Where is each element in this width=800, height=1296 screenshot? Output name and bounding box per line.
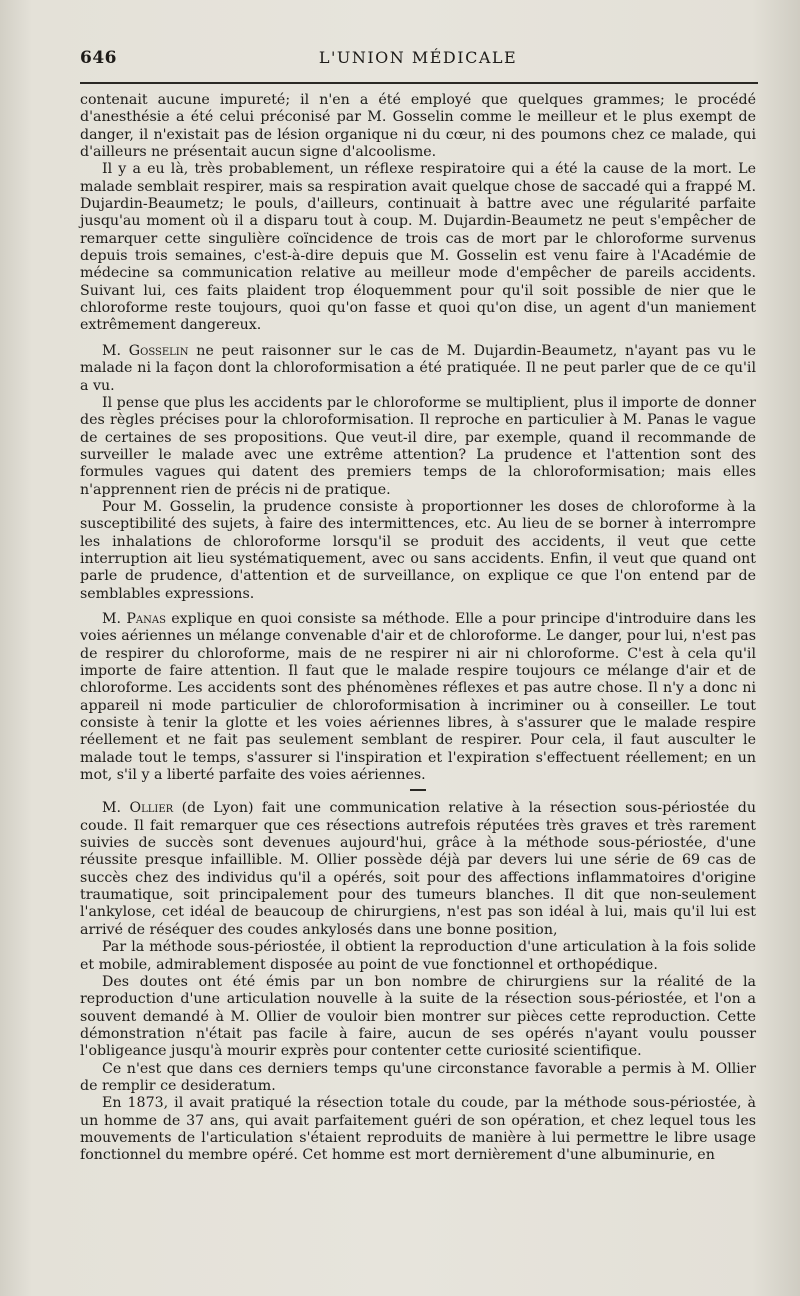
speaker-prefix: M. (102, 342, 129, 359)
page-number: 646 (80, 48, 117, 68)
speaker-prefix: M. (102, 800, 130, 817)
paragraph-text: (de Lyon) fait une communication relative à la résection sous-périostée du coude. Il fait remarquer que ces résections autrefois réputées très graves et très rarement suivies de succès sont devenues aujourd'hui, grâce à la méthode sous-périostée, d'une réussite presque infaillible. M. Ollier possède déjà par devers lui une série de 69 cas de succès chez des individus qu'il a opérés, soit pour des affections inflammatoires d'origine traumatique, soit principalement pour des tumeurs blanches. Il dit que non-seulement l'ankylose, cet idéal de beaucoup de chirurgiens, n'est pas son idéal à lui, mais qu'il lui est arrivé de réséquer des coudes ankylosés dans une bonne position, (80, 800, 756, 938)
paragraph: contenait aucune impureté; il n'en a été employé que quelques grammes; le procédé d'anesthésie a été celui préconisé par M. Gosselin comme le meilleur et le plus exempt de danger, il n'existait pas de lésion organique ni du cœur, ni des poumons chez ce malade, qui d'ailleurs ne présentait aucun signe d'alcoolisme. (80, 92, 756, 161)
speaker-name: Gosselin (128, 342, 189, 359)
article-body (80, 92, 756, 1165)
paragraph: Il pense que plus les accidents par le chloroforme se multiplient, plus il importe de donner des règles précises pour la chloroformisation. Il reproche en particulier à M. Panas le vague de certaines de ses propositions. Que veut-il dire, par exemple, quand il recommande de surveiller le malade avec une extrême attention? La prudence et l'attention sont des formules vagues qui datent des premiers temps de la chloroformisation; mais elles n'apprennent rien de précis ni de pratique. (80, 394, 756, 498)
speaker-prefix: M. (102, 610, 127, 627)
paragraph-text: ne peut raisonner sur le cas de M. Dujardin-Beaumetz, n'ayant pas vu le malade ni la façon dont la chloroformisation a été pratiquée. Il ne peut parler que de ce qu'il a vu. (80, 342, 756, 394)
section-divider (80, 784, 756, 796)
paragraph: Ce n'est que dans ces derniers temps qu'une circonstance favorable a permis à M. Ollier de remplir ce desideratum. (80, 1060, 756, 1094)
header-rule (80, 82, 758, 84)
paragraph (80, 800, 756, 939)
speaker-name: Panas (126, 610, 166, 627)
paragraph: Des doutes ont été émis par un bon nombre de chirurgiens sur la réalité de la reproduction d'une articulation nouvelle à la suite de la résection sous-périostée, et l'on a souvent demandé à M. Ollier de vouloir bien montrer sur pièces cette reproduction. Cette démonstration n'était pas facile à faire, aucun de ses opérés n'ayant voulu pousser l'obligeance jusqu'à mourir exprès pour contenter cette curiosité scientifique. (80, 973, 756, 1060)
paragraph: Pour M. Gosselin, la prudence consiste à proportionner les doses de chloroforme à la susceptibilité des sujets, à faire des intermittences, etc. Au lieu de se borner à interrompre les inhalations de chloroforme lorsqu'il se produit des accidents, il veut que cette interruption ait lieu systématiquement, avec ou sans accidents. Enfin, il veut que quand ont parle de prudence, d'attention et de surveillance, on explique ce que l'on entend par de semblables expressions. (80, 498, 756, 602)
paragraph: Par la méthode sous-périostée, il obtient la reproduction d'une articulation à la fois solide et mobile, admirablement disposée au point de vue fonctionnel et orthopédique. (80, 939, 756, 973)
page-header (80, 48, 756, 78)
paragraph (80, 343, 756, 395)
paragraph (80, 611, 756, 784)
paragraph: Il y a eu là, très probablement, un réflexe respiratoire qui a été la cause de la mort. Le malade semblait respirer, mais sa respiration avait quelque chose de saccadé qui a frappé M. Dujardin-Beaumetz; le pouls, d'ailleurs, continuait à battre avec une régularité parfaite jusqu'au moment où il a disparu tout à coup. M. Dujardin-Beaumetz ne peut s'empêcher de remarquer cette singulière coïncidence de trois cas de mort par le chloroforme survenus depuis trois semaines, c'est-à-dire depuis que M. Gosselin est venu faire à l'Académie de médecine sa communication relative au meilleur mode d'empêcher de pareils accidents. Suivant lui, ces faits plaident trop éloquemment pour qu'il soit possible de nier que le chloroforme reste toujours, quoi qu'on fasse et quoi qu'on dise, un agent d'un maniement extrêmement dangereux. (80, 161, 756, 334)
running-title: L'UNION MÉDICALE (318, 48, 518, 67)
paragraph-text: explique en quoi consiste sa méthode. Elle a pour principe d'introduire dans les voies aériennes un mélange convenable d'air et de chloroforme. Le danger, pour lui, n'est pas de respirer du chloroforme, mais de ne respirer ni air ni chloroforme. C'est à cela qu'il importe de faire attention. Il faut que le malade respire toujours ce mélange d'air et de chloroforme. Les accidents sont des phénomènes réflexes et pas autre chose. Il n'y a donc ni appareil ni mode particulier de chloroformisation à incriminer ou à conseiller. Le tout consiste à tenir la glotte et les voies aériennes libres, à s'assurer que le malade respire réellement et ne fait pas seulement semblant de respirer. Pour cela, il faut ausculter le malade tout le temps, s'assurer si l'inspiration et l'expiration s'effectuent réellement; en un mot, s'il y a liberté parfaite des voies aériennes. (80, 610, 756, 784)
paragraph: En 1873, il avait pratiqué la résection totale du coude, par la méthode sous-périostée, à un homme de 37 ans, qui avait parfaitement guéri de son opération, et chez lequel tous les mouvements de l'articulation s'étaient reproduits de manière à lui permettre le libre usage fonctionnel du membre opéré. Cet homme est mort dernièrement d'une albuminurie, en (80, 1095, 756, 1164)
speaker-name: Ollier (129, 800, 174, 817)
